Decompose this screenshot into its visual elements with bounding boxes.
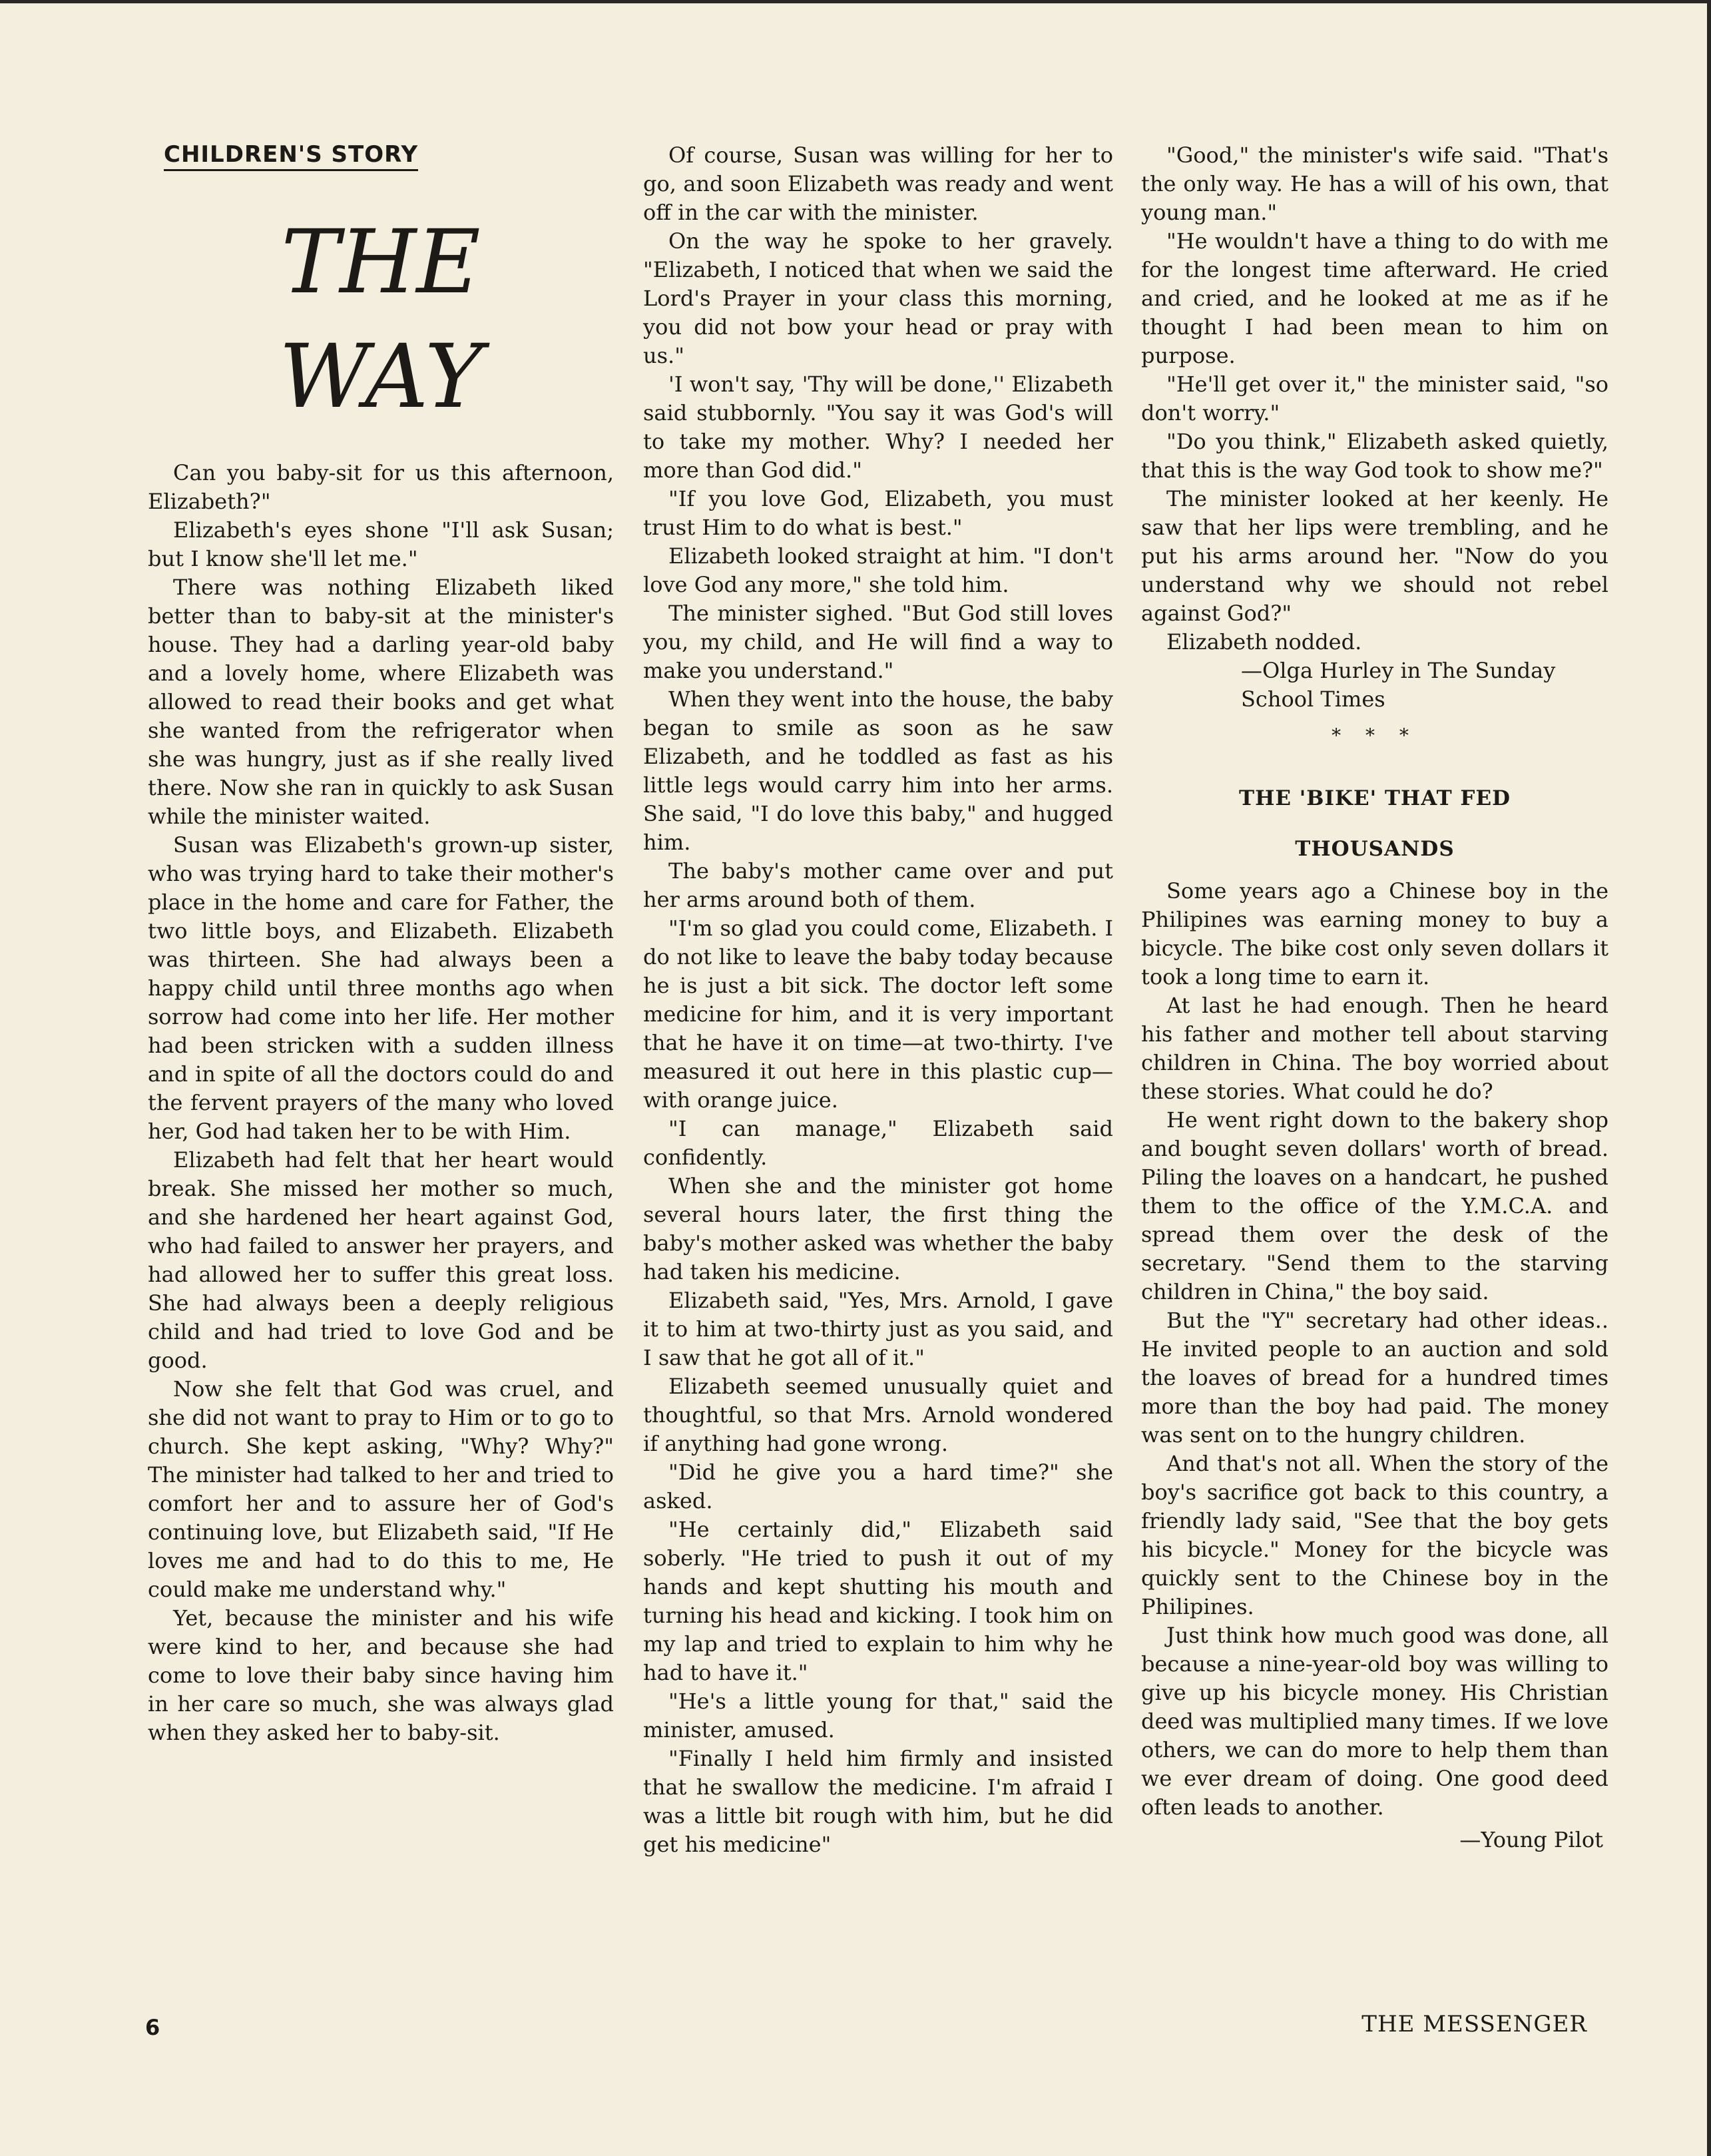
section-separator: * * * [1332,724,1418,746]
bike-paragraph: And that's not all. When the story of the boy's sacrifice got back to this country, a friendly lady said, "See that the boy gets his bicycle." Money for the bicycle was quickly sent to the Chinese boy in the Philipines. [1141,1451,1608,1619]
story-paragraph: Can you baby-sit for us this afternoon, Elizabeth?" [148,460,614,514]
story-paragraph: When they went into the house, the baby began to smile as soon as he saw Elizabeth, and he toddled as fast as his little legs would carry him into her arms. She said, "I do love this baby," and hugged him. [643,686,1113,855]
column-1 [148,141,614,1747]
column-3 [1141,141,1608,1854]
bike-paragraph: At last he had enough. Then he heard his father and mother tell about starving children in China. The boy worried about these stories. What could he do? [1141,993,1608,1104]
story-paragraph: Elizabeth looked straight at him. "I don't love God any more," she told him. [643,543,1113,597]
story-paragraph: "He wouldn't have a thing to do with me for the longest time afterward. He cried and cried, and he looked at me as if he thought I had been mean to him on purpose. [1141,228,1608,368]
story-paragraph: "He certainly did," Elizabeth said soberly. "He tried to push it out of my hands and kept shutting his mouth and turning his head and kicking. I took him on my lap and tried to explain to him why he had to have it." [643,1517,1113,1685]
story-paragraph: "Did he give you a hard time?" she asked. [643,1460,1113,1513]
bike-signoff: —Young Pilot [1459,1827,1603,1852]
story-paragraph: Of course, Susan was willing for her to go, and soon Elizabeth was ready and went off in the car with the minister. [643,142,1113,225]
bike-paragraph: Some years ago a Chinese boy in the Philipines was earning money to buy a bicycle. The bike cost only seven dollars it took a long time to earn it. [1141,878,1608,989]
story-paragraph: On the way he spoke to her gravely. "Elizabeth, I noticed that when we said the Lord's Prayer in your class this morning, you did not bow your head or pray with us." [643,228,1113,368]
bike-article-title-line-1: THE 'BIKE' THAT FED [1239,786,1511,810]
bike-paragraph: But the "Y" secretary had other ideas.. He invited people to an auction and sold the loaves of bread for a hundred times more than the boy had paid. The money was sent on to the hungry children. [1141,1308,1608,1448]
story-paragraph: 'I won't say, 'Thy will be done,'' Elizabeth said stubbornly. "You say it was God's will to take my mother. Why? I needed her more than God did." [643,372,1113,483]
story-title-line-1: THE [281,211,481,314]
story-attribution: —Olga Hurley in The Sunday School Times [1241,658,1556,712]
story-paragraph: Elizabeth seemed unusually quiet and thoughtful, so that Mrs. Arnold wondered if anything had gone wrong. [643,1374,1113,1456]
story-paragraph: There was nothing Elizabeth liked better than to baby-sit at the minister's house. They had a darling year-old baby and a lovely home, where Elizabeth was allowed to read their books and get what she wanted from the refrigerator when she was hungry, just as if she really lived there. Now she ran in quickly to ask Susan while the minister waited. [148,575,614,829]
story-paragraph: The baby's mother came over and put her arms around both of them. [643,858,1113,912]
story-paragraph: The minister sighed. "But God still loves you, my child, and He will find a way to make you understand." [643,601,1113,683]
story-paragraph: "He's a little young for that," said the minister, amused. [643,1689,1113,1743]
story-paragraph: Elizabeth's eyes shone "I'll ask Susan; but I know she'll let me." [148,517,614,571]
bike-paragraph: He went right down to the bakery shop and bought seven dollars' worth of bread. Piling the loaves on a handcart, he pushed them to the office of the Y.M.C.A. and spread them over the desk of the secretary. "Send them to the starving children in China," the boy said. [1141,1107,1608,1304]
bike-article-title-line-2: THOUSANDS [1295,837,1455,861]
story-paragraph: Susan was Elizabeth's grown-up sister, who was trying hard to take their mother's place in the home and care for Father, the two little boys, and Elizabeth. Elizabeth was thirteen. She had always been a happy child until three months ago when sorrow had come into her life. Her mother had been stricken with a sudden illness and in spite of all the doctors could do and the fervent prayers of the many who loved her, God had taken her to be with Him. [148,832,614,1144]
story-paragraph: "Finally I held him firmly and insisted that he swallow the medicine. I'm afraid I was a little bit rough with him, but he did get his medicine" [643,1746,1113,1857]
story-paragraph: Elizabeth nodded. [1166,629,1362,655]
story-paragraph: "If you love God, Elizabeth, you must trust Him to do what is best." [643,486,1113,540]
story-paragraph: Elizabeth said, "Yes, Mrs. Arnold, I gave it to him at two-thirty just as you said, and I saw that he got all of it." [643,1288,1113,1370]
story-title-line-2: WAY [278,326,483,428]
column-2 [643,141,1113,1859]
section-label: CHILDREN'S STORY [164,141,418,171]
story-paragraph: "Good," the minister's wife said. "That's the only way. He has a will of his own, that young man." [1141,142,1608,225]
story-paragraph: Yet, because the minister and his wife were kind to her, and because she had come to love their baby since having him in her care so much, she was always glad when they asked her to baby-sit. [148,1605,614,1745]
story-paragraph: Now she felt that God was cruel, and she did not want to pray to Him or to go to church. She kept asking, "Why? Why?" The minister had talked to her and tried to comfort her and to assure her of God's continuing love, but Elizabeth said, "If He loves me and had to do this to me, He could make me understand why." [148,1376,614,1602]
bike-paragraph: Just think how much good was done, all because a nine-year-old boy was willing to give up his bicycle money. His Christian deed was multiplied many times. If we love others, we can do more to help them than we ever dream of doing. One good deed often leads to another. [1141,1623,1608,1820]
story-paragraph: When she and the minister got home several hours later, the first thing the baby's mother asked was whether the baby had taken his medicine. [643,1173,1113,1284]
story-paragraph: Elizabeth had felt that her heart would break. She missed her mother so much, and she hardened her heart against God, who had failed to answer her prayers, and had allowed her to suffer this great loss. She had always been a deeply religious child and had tried to love God and be good. [148,1147,614,1373]
story-paragraph: The minister looked at her keenly. He saw that her lips were trembling, and he put his arms around her. "Now do you understand why we should not rebel against God?" [1141,486,1608,626]
page-number: 6 [145,2015,160,2040]
story-paragraph: "I can manage," Elizabeth said confidently. [643,1116,1113,1170]
story-paragraph: "He'll get over it," the minister said, "so don't worry." [1141,372,1608,425]
story-paragraph: "Do you think," Elizabeth asked quietly, that this is the way God took to show me?" [1141,429,1608,483]
magazine-title: THE MESSENGER [1361,2011,1587,2037]
story-paragraph: "I'm so glad you could come, Elizabeth. I do not like to leave the baby today because he is just a bit sick. The doctor left some medicine for him, and it is very important that he have it on time—at two-thirty. I've measured it out here in this plastic cup—with orange juice. [643,916,1113,1113]
